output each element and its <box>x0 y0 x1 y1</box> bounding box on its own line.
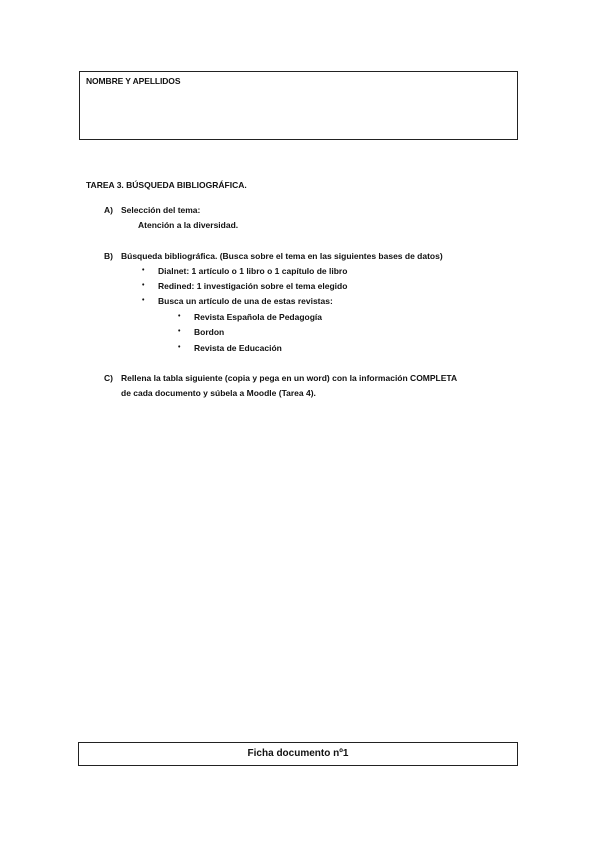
list-item: Redined: 1 investigación sobre el tema elegido <box>158 281 348 291</box>
task-title: TAREA 3. BÚSQUEDA BIBLIOGRÁFICA. <box>86 180 247 190</box>
list-item: Dialnet: 1 artículo o 1 libro o 1 capítulo de libro <box>158 266 348 276</box>
ficha-documento-box <box>78 742 518 766</box>
bullet-icon: • <box>178 313 181 320</box>
section-b-title: Búsqueda bibliográfica. (Busca sobre el tema en las siguientes bases de datos) <box>121 251 443 261</box>
section-c-letter: C) <box>104 373 113 383</box>
section-a-letter: A) <box>104 205 113 215</box>
section-b-letter: B) <box>104 251 113 261</box>
name-field-label: NOMBRE Y APELLIDOS <box>86 76 181 86</box>
section-a-title: Selección del tema: <box>121 205 201 215</box>
bullet-icon: • <box>142 297 145 304</box>
sublist-item: Revista Española de Pedagogía <box>194 312 323 322</box>
bullet-icon: • <box>178 344 181 351</box>
sublist-item: Bordon <box>194 327 225 337</box>
section-c-line1: Rellena la tabla siguiente (copia y pega en un word) con la información COMPLETA <box>121 373 458 383</box>
bullet-icon: • <box>142 267 145 274</box>
name-field-box[interactable] <box>79 71 518 140</box>
sublist-item: Revista de Educación <box>194 343 282 353</box>
section-a-topic: Atención a la diversidad. <box>138 220 239 230</box>
bullet-icon: • <box>178 328 181 335</box>
list-item: Busca un artículo de una de estas revistas: <box>158 296 333 306</box>
bullet-icon: • <box>142 282 145 289</box>
ficha-documento-title: Ficha documento nº1 <box>247 748 349 759</box>
section-c-line2: de cada documento y súbela a Moodle (Tarea 4). <box>121 388 316 398</box>
